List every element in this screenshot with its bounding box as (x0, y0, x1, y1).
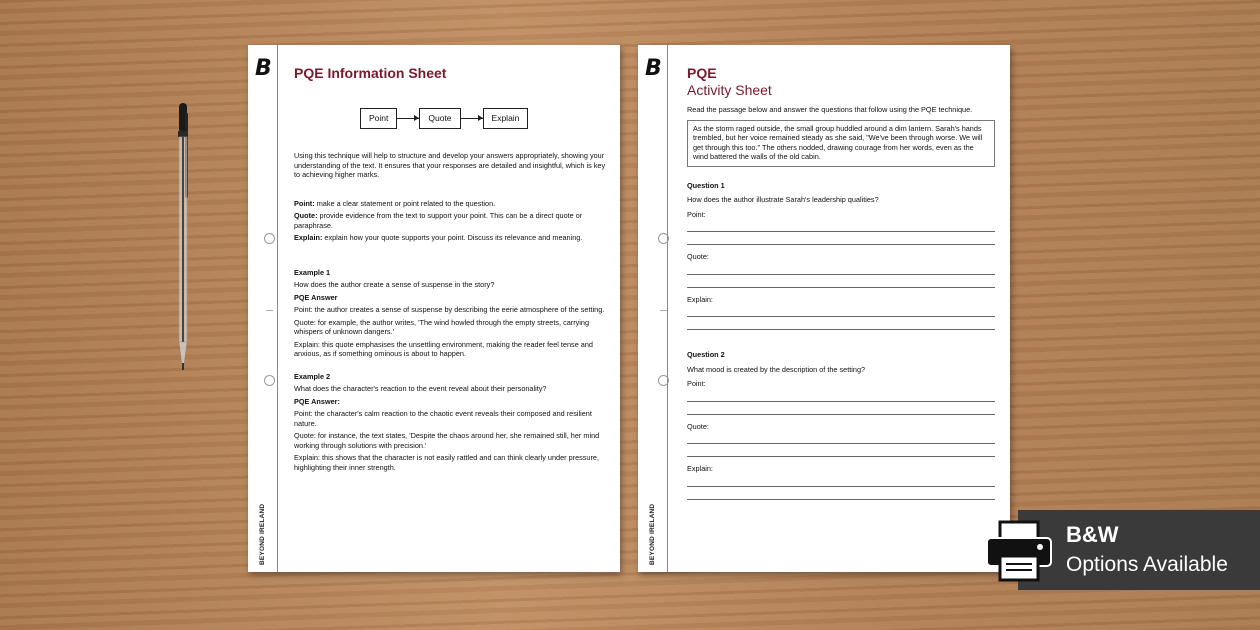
explain-label: Explain: (687, 294, 713, 304)
example-explain: Explain: this shows that the character is not easily rattled and can think clearly under pressure, highlighting their inner strength. (294, 453, 600, 472)
definition-point: Point: make a clear statement or point related to the question. (294, 198, 496, 208)
example-question: How does the author create a sense of suspense in the story? (294, 280, 495, 289)
pen (176, 103, 190, 371)
answer-line[interactable] (687, 486, 995, 487)
printer-icon (984, 520, 1054, 582)
example-heading: Example 1 (294, 267, 331, 277)
example-quote: Quote: for example, the author writes, 'The wind howled through the empty streets, carrying whispers of unknown dangers.' (294, 317, 590, 336)
answer-line[interactable] (687, 456, 995, 457)
banner-title: B&W (1066, 522, 1119, 547)
question-heading: Question 1 (687, 180, 725, 190)
instructions: Read the passage below and answer the questions that follow using the PQE technique. (687, 105, 973, 114)
definition-quote: Quote: provide evidence from the text to support your point. This can be a direct quote or paraphrase. (294, 211, 583, 230)
punch-hole (264, 233, 275, 244)
brand-logo: B (645, 56, 662, 81)
question-text: How does the author illustrate Sarah's leadership qualities? (687, 195, 879, 204)
punch-hole (658, 233, 669, 244)
punch-hole (658, 375, 669, 386)
answer-line[interactable] (687, 231, 995, 232)
pqe-flow-diagram (360, 108, 606, 129)
sheet-title-line2: Activity Sheet (687, 82, 772, 98)
example-quote: Quote: for instance, the text states, 'Despite the chaos around her, she remained still, her mind working through solutions with precision.' (294, 431, 600, 450)
answer-line[interactable] (687, 443, 995, 444)
bw-options-banner (1018, 510, 1260, 590)
sheet-title: PQE Information Sheet (294, 65, 447, 81)
answer-line[interactable] (687, 287, 995, 288)
flow-box-quote: Quote (419, 108, 460, 129)
example-point: Point: the character's calm reaction to the chaotic event reveals their composed and resilient nature. (294, 409, 592, 428)
point-label: Point: (687, 209, 706, 219)
point-label: Point: (687, 379, 706, 388)
fold-mark (660, 310, 667, 311)
answer-line[interactable] (687, 401, 995, 402)
fold-mark (266, 310, 273, 311)
arrow-icon (397, 118, 419, 119)
question-heading: Question 2 (687, 350, 725, 359)
answer-label: PQE Answer: (294, 396, 340, 406)
example-explain: Explain: this quote emphasises the unsettling environment, making the reader feel tense and anxious, as if something ominous is about to happen. (294, 339, 593, 358)
quote-label: Quote: (687, 421, 709, 431)
answer-label: PQE Answer (294, 292, 338, 302)
quote-label: Quote: (687, 252, 709, 261)
explain-label: Explain: (687, 464, 713, 473)
passage-box: As the storm raged outside, the small group huddled around a dim lantern. Sarah's hands trembled, but her voice remained steady as she said, "We've been through worse. We will get through this too." The others nodded, drawing courage from her words, even as the wind battered the walls of the old cabin. (687, 120, 995, 167)
example-heading: Example 2 (294, 371, 331, 381)
intro-text: Using this technique will help to structure and develop your answers appropriately, showing your understanding of the text. It ensures that your responses are detailed and insightful, which is key to achieving higher marks. (294, 151, 606, 179)
definition-explain: Explain: explain how your quote supports your point. Discuss its relevance and meaning. (294, 233, 583, 242)
flow-box-explain: Explain (483, 108, 529, 129)
example-point: Point: the author creates a sense of suspense by describing the eerie atmosphere of the setting. (294, 305, 605, 314)
brand-logo: B (255, 56, 272, 81)
answer-line[interactable] (687, 499, 995, 500)
answer-line[interactable] (687, 244, 995, 245)
banner-subtitle: Options Available (1066, 553, 1228, 576)
brand-text: BEYOND IRELAND (259, 503, 266, 565)
brand-text: BEYOND IRELAND (649, 503, 656, 565)
example-question: What does the character's reaction to the event reveal about their personality? (294, 384, 547, 393)
info-sheet (248, 45, 620, 572)
question-text: What mood is created by the description of the setting? (687, 364, 866, 374)
flow-box-point: Point (360, 108, 397, 129)
sheet-title-line1: PQE (687, 65, 717, 81)
arrow-icon (461, 118, 483, 119)
activity-sheet (638, 45, 1010, 572)
answer-line[interactable] (687, 274, 995, 275)
answer-line[interactable] (687, 414, 995, 415)
punch-hole (264, 375, 275, 386)
answer-line[interactable] (687, 316, 995, 317)
